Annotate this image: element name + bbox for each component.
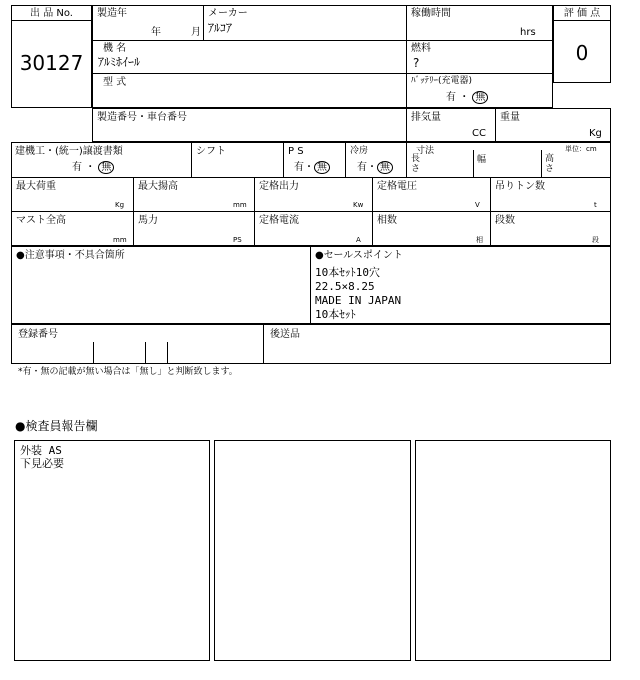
notes-label: ●注意事項・不具合箇所 bbox=[16, 250, 125, 261]
rating-value: 0 bbox=[575, 41, 589, 65]
dims-unit-note: 単位：cm bbox=[565, 145, 597, 153]
rated-output-label: 定格出力 bbox=[259, 181, 299, 192]
rating-header-divider bbox=[553, 20, 611, 21]
rated-voltage-label: 定格電圧 bbox=[377, 181, 417, 192]
r1-div-4 bbox=[406, 142, 407, 177]
notes-sales-divider bbox=[310, 246, 311, 324]
serial-divider-1 bbox=[406, 108, 407, 142]
max-load-unit: Kg bbox=[115, 201, 125, 209]
shift-label: シフト bbox=[196, 146, 226, 157]
header-right-divider bbox=[406, 5, 407, 108]
lot-number-label: 出 品 No. bbox=[30, 8, 73, 19]
spec-grid bbox=[11, 142, 611, 246]
transfer-dot: ・ bbox=[85, 162, 96, 173]
max-load-label: 最大荷重 bbox=[16, 181, 56, 192]
spec-row1-divider bbox=[11, 177, 611, 178]
transfer-label: 建機工・(統一)譲渡書類 bbox=[15, 146, 123, 157]
reg-box-div-1 bbox=[93, 342, 94, 364]
inspector-panel-2 bbox=[214, 440, 411, 661]
lot-header-divider bbox=[11, 20, 92, 21]
r1-div-3 bbox=[345, 142, 346, 177]
sales-label: ●セールスポイント bbox=[315, 250, 403, 261]
r2-div-4 bbox=[490, 177, 491, 211]
mast-height-label: マスト全高 bbox=[16, 215, 66, 226]
hours-unit: hrs bbox=[520, 27, 536, 38]
spec-row2-divider bbox=[11, 211, 611, 212]
model-name-value: ｱﾙﾐﾎｲｰﾙ bbox=[98, 55, 141, 69]
r1-div-6 bbox=[541, 150, 542, 177]
r2-div-2 bbox=[254, 177, 255, 211]
model-type-label: 型 式 bbox=[103, 77, 127, 88]
ps-no-circled: 無 bbox=[314, 161, 330, 174]
battery-label: ﾊﾞｯﾃﾘｰ(充電器) bbox=[411, 76, 473, 86]
r3-div-3 bbox=[372, 211, 373, 246]
stages-label: 段数 bbox=[495, 215, 515, 226]
lift-ton-label: 吊りトン数 bbox=[495, 181, 545, 192]
maker-label: メーカー bbox=[208, 8, 248, 19]
ac-yes: 有 bbox=[357, 162, 367, 173]
battery-dot: ・ bbox=[459, 92, 470, 103]
r3-div-2 bbox=[254, 211, 255, 246]
inspector-note-1: 外装 AS bbox=[20, 444, 62, 457]
dims-width: 幅 bbox=[477, 155, 487, 165]
reg-box-div-2 bbox=[145, 342, 146, 364]
sales-line-1: 10本ｾｯﾄ10穴 bbox=[315, 266, 380, 279]
battery-no-circled: 無 bbox=[472, 91, 488, 104]
weight-label: 重量 bbox=[500, 112, 520, 123]
stages-unit: 段 bbox=[592, 236, 599, 244]
inspector-panel-1 bbox=[14, 440, 210, 661]
max-lift-label: 最大揚高 bbox=[138, 181, 178, 192]
registration-block bbox=[11, 324, 611, 364]
ps-options bbox=[294, 161, 330, 174]
phase-unit: 相 bbox=[476, 236, 483, 244]
max-lift-unit: mm bbox=[233, 201, 247, 209]
r3-div-1 bbox=[133, 211, 134, 246]
dims-length: 長 さ bbox=[411, 154, 421, 174]
ps-label: P S bbox=[288, 146, 304, 157]
inspector-panel-3 bbox=[415, 440, 611, 661]
transfer-yes: 有 bbox=[72, 162, 82, 173]
year-maker-divider bbox=[203, 5, 204, 40]
dims-height: 高 さ bbox=[545, 154, 555, 174]
rating-label: 評 価 点 bbox=[563, 8, 601, 19]
displacement-label: 排気量 bbox=[411, 112, 441, 123]
inspector-note-2: 下見必要 bbox=[20, 457, 64, 470]
r1-div-1 bbox=[191, 142, 192, 177]
lot-number-value: 30127 bbox=[19, 51, 84, 75]
year-label: 製造年 bbox=[97, 8, 127, 19]
model-name-label: 機 名 bbox=[103, 43, 127, 54]
weight-unit: Kg bbox=[589, 128, 602, 139]
ac-no-circled: 無 bbox=[377, 161, 393, 174]
battery-yes: 有 bbox=[446, 92, 456, 103]
sales-line-3: MADE IN JAPAN bbox=[315, 294, 402, 307]
rated-current-label: 定格電流 bbox=[259, 215, 299, 226]
ac-dot: ・ bbox=[367, 162, 377, 173]
inspector-title: ●検査員報告欄 bbox=[15, 419, 98, 433]
r2-div-1 bbox=[133, 177, 134, 211]
displacement-unit: CC bbox=[472, 128, 486, 139]
r3-div-4 bbox=[490, 211, 491, 246]
header-row1-divider bbox=[92, 40, 553, 41]
horsepower-unit: PS bbox=[233, 236, 242, 244]
serial-label: 製造番号・車台番号 bbox=[97, 112, 187, 123]
transfer-no-circled: 無 bbox=[98, 161, 114, 174]
mast-height-unit: mm bbox=[113, 236, 127, 244]
rated-output-unit: Kw bbox=[353, 201, 364, 209]
rated-current-unit: A bbox=[356, 236, 361, 244]
ps-dot: ・ bbox=[304, 162, 314, 173]
r1-div-5 bbox=[473, 150, 474, 177]
battery-options bbox=[446, 91, 488, 104]
year-nen: 年 bbox=[151, 27, 161, 38]
fuel-label: 燃料 bbox=[411, 43, 431, 54]
year-tsuki: 月 bbox=[191, 27, 201, 38]
r2-div-3 bbox=[372, 177, 373, 211]
dims-label: 寸法 bbox=[416, 146, 435, 156]
registration-shipping-divider bbox=[263, 324, 264, 364]
footnote: *有・無の記載が無い場合は「無し」と判断致します。 bbox=[18, 367, 238, 377]
registration-label: 登録番号 bbox=[18, 329, 58, 340]
header-row2-divider bbox=[92, 73, 553, 74]
hours-label: 稼働時間 bbox=[411, 8, 451, 19]
serial-divider-2 bbox=[495, 108, 496, 142]
shipping-label: 後送品 bbox=[270, 329, 300, 340]
r1-div-2 bbox=[283, 142, 284, 177]
transfer-options bbox=[72, 161, 114, 174]
sales-line-2: 22.5×8.25 bbox=[315, 280, 375, 293]
ac-label: 冷房 bbox=[350, 146, 369, 156]
ac-options bbox=[357, 161, 393, 174]
horsepower-label: 馬力 bbox=[138, 215, 158, 226]
rated-voltage-unit: V bbox=[475, 201, 480, 209]
lift-ton-unit: t bbox=[594, 201, 597, 209]
fuel-value: ? bbox=[413, 56, 420, 70]
maker-value: ｱﾙｺｱ bbox=[208, 21, 233, 35]
ps-yes: 有 bbox=[294, 162, 304, 173]
reg-box-div-3 bbox=[167, 342, 168, 364]
sales-line-4: 10本ｾｯﾄ bbox=[315, 308, 356, 321]
phase-label: 相数 bbox=[377, 215, 397, 226]
